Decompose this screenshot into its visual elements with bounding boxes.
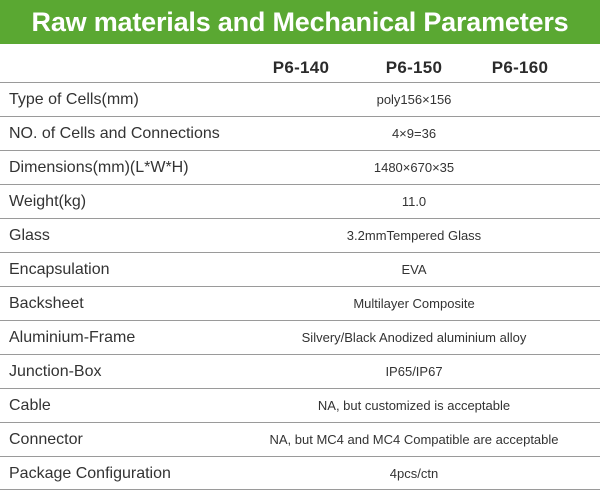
table-row [0,184,600,218]
row-value: EVA [401,262,427,277]
row-label: Weight(kg) [9,193,87,210]
row-value: NA, but customized is acceptable [317,398,511,413]
table-row [0,82,600,116]
page-title: Raw materials and Mechanical Parameters [31,6,569,37]
title-banner [0,0,600,44]
column-header-p6-160: P6-160 [491,58,549,77]
row-value: 4×9=36 [391,126,437,141]
table-row [0,218,600,252]
row-value: IP65/IP67 [385,364,443,379]
row-value: poly156×156 [376,92,452,107]
row-value: 3.2mmTempered Glass [346,228,482,243]
row-label: Connector [9,431,83,448]
table-row [0,354,600,388]
table-row [0,422,600,456]
row-value: NA, but MC4 and MC4 Compatible are acceptable [269,432,559,447]
table-row [0,456,600,490]
table-row [0,388,600,422]
column-header-p6-140: P6-140 [272,58,330,77]
row-label: Aluminium-Frame [9,329,136,346]
table-row [0,252,600,286]
row-label: Backsheet [9,295,84,312]
row-label: Dimensions(mm)(L*W*H) [9,159,189,176]
row-label: Encapsulation [9,261,110,278]
row-value: Silvery/Black Anodized aluminium alloy [301,330,527,345]
table-row [0,320,600,354]
table-row [0,150,600,184]
spec-table [0,82,600,490]
row-label: Glass [9,227,50,244]
row-value: 4pcs/ctn [389,466,439,481]
row-value: 11.0 [401,194,427,209]
row-value: Multilayer Composite [353,296,475,311]
row-label: Junction-Box [9,363,102,380]
row-label: NO. of Cells and Connections [9,125,220,142]
row-value: 1480×670×35 [373,160,455,175]
column-header-p6-150: P6-150 [385,58,443,77]
row-label: Type of Cells(mm) [9,91,139,108]
row-label: Cable [9,397,51,414]
column-header-row [0,52,600,82]
table-row [0,286,600,320]
table-row [0,116,600,150]
row-label: Package Configuration [9,465,171,482]
